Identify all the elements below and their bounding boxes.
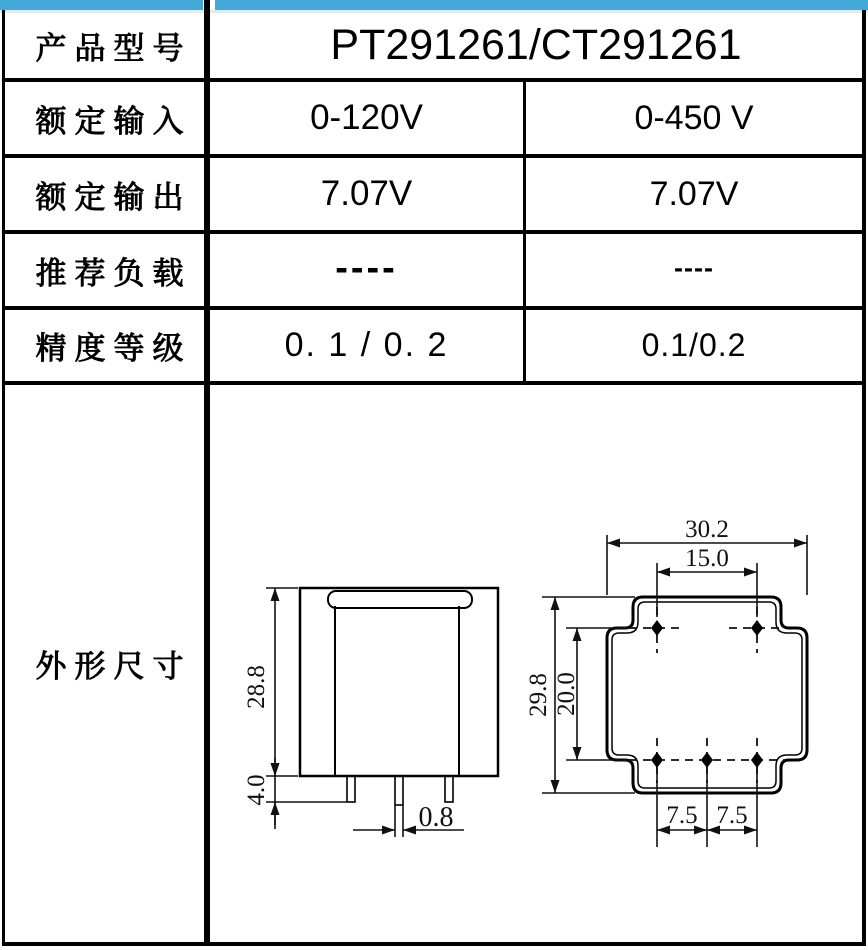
side-view-pin-right [445,776,453,802]
rated-output-value-1: 7.07V [320,174,413,213]
top-view-pin-marker [651,620,663,636]
outline-dimensions-label: 外形尺寸 [35,649,192,684]
rated-input-label: 额定输入 [35,103,192,139]
accuracy-class-value-2: 0.1/0.2 [641,327,747,363]
side-view-height-dim: 28.8 [243,665,270,709]
recommended-load-label: 推荐负载 [35,255,192,291]
accuracy-class-label: 精度等级 [35,331,192,366]
side-view-pin-length-dim: 4.0 [243,774,270,806]
table-border-left [2,10,5,946]
side-view-body [300,588,498,776]
top-view-pitch-left-dim: 7.5 [666,802,698,829]
top-view-pin-marker [651,752,663,768]
top-view-pin-marker [751,620,763,636]
header-strip-right [215,0,868,10]
rated-output-value-2: 7.07V [649,174,739,213]
side-view-pin-width-dim: 0.8 [418,802,454,833]
top-view-height-dim: 29.8 [525,673,552,717]
product-model-value: PT291261/CT291261 [330,20,742,69]
recommended-load-value-1: ---- [335,246,398,289]
product-model-label: 产品型号 [35,30,192,66]
top-view-pitch-right-dim: 7.5 [716,802,748,829]
top-view-row-spacing-dim: 20.0 [553,672,580,716]
header-strip-left [0,0,203,10]
top-view-pin-marker [751,752,763,768]
rated-input-value-2: 0-450 V [634,98,754,137]
side-view-bobbin-flange [328,591,472,608]
accuracy-class-value-1: 0. 1 / 0. 2 [284,326,449,364]
top-view-width-dim: 30.2 [685,516,729,543]
rated-input-value-1: 0-120V [310,98,423,137]
transformer-side-view [243,588,498,837]
top-view-pin-spacing-dim: 15.0 [685,545,729,572]
table-border-bottom [2,942,866,946]
side-view-pin-left [347,776,355,802]
outline-dimension-drawing [208,385,863,942]
rated-output-label: 额定输出 [35,179,192,215]
side-view-pin-center [395,776,403,805]
top-view-pin-marker [701,752,713,768]
transformer-top-view [525,516,807,847]
recommended-load-value-2: ---- [674,252,714,283]
